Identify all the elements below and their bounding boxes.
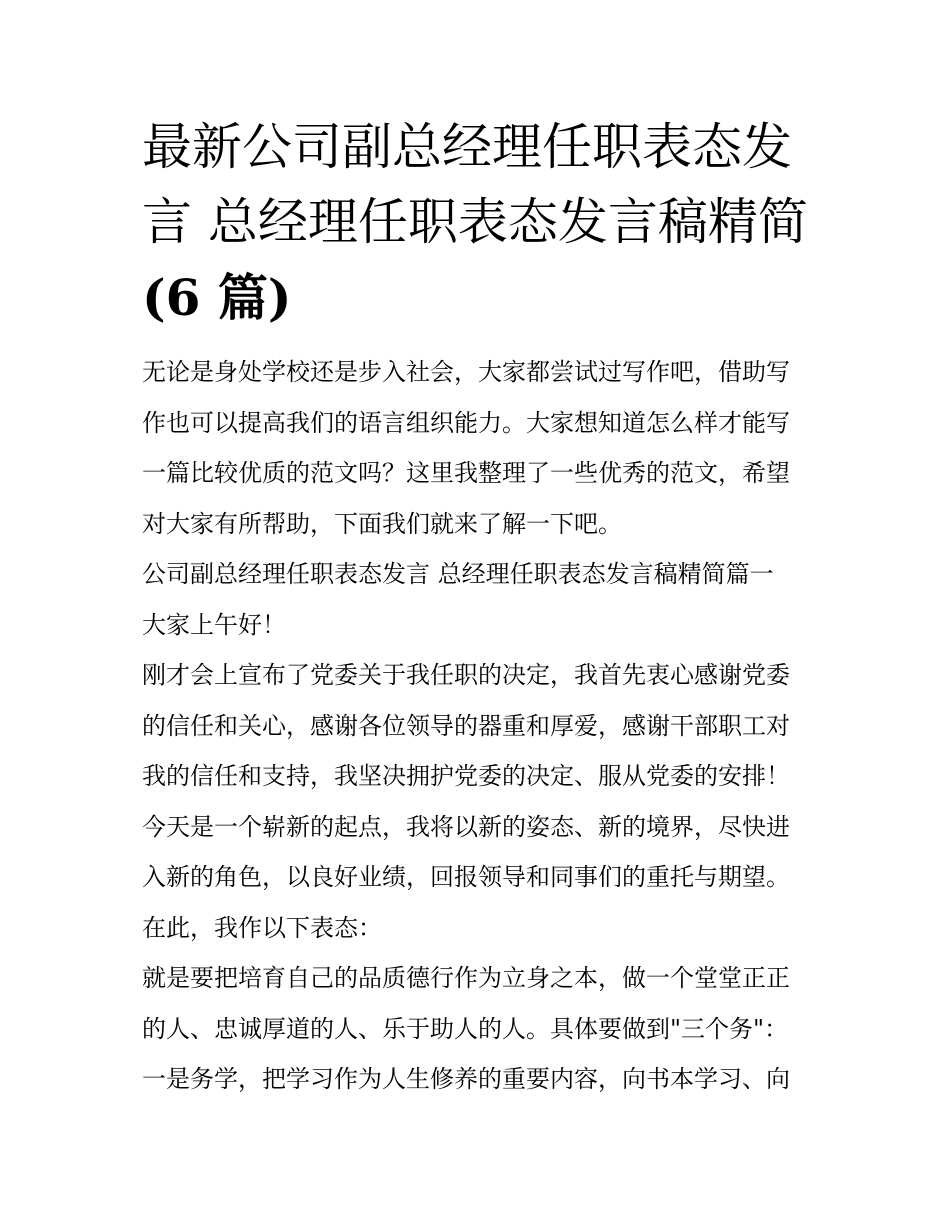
document-title	[142, 110, 818, 335]
body-line: 公司副总经理任职表态发言 总经理任职表态发言稿精简篇一	[142, 560, 774, 588]
body-line: 我的信任和支持，我坚决拥护党委的决定、服从党委的安排！	[142, 762, 790, 790]
body-line: 无论是身处学校还是步入社会，大家都尝试过写作吧，借助写	[142, 358, 790, 386]
body-line: 在此，我作以下表态：	[142, 913, 382, 942]
title-line: 言 总经理任职表态发言稿精简	[142, 193, 808, 251]
body-line: 就是要把培育自己的品质德行作为立身之本，做一个堂堂正正	[142, 964, 790, 992]
body-line: 今天是一个崭新的起点，我将以新的姿态、新的境界，尽快进	[142, 812, 790, 841]
title-line: (6 篇)	[142, 268, 292, 327]
document-body	[142, 347, 818, 1105]
body-line: 的人、忠诚厚道的人、乐于助人的人。具体要做到"三个务"：	[142, 1014, 789, 1043]
body-line: 大家上午好！	[142, 610, 286, 639]
body-line: 的信任和关心，感谢各位领导的器重和厚爱，感谢干部职工对	[142, 711, 790, 740]
document-page	[142, 110, 818, 1105]
body-line: 一是务学，把学习作为人生修养的重要内容，向书本学习、向	[142, 1065, 790, 1093]
body-line: 入新的角色，以良好业绩，回报领导和同事们的重托与期望。	[142, 863, 790, 891]
title-line: 最新公司副总经理任职表态发	[142, 118, 792, 176]
body-line: 刚才会上宣布了党委关于我任职的决定，我首先衷心感谢党委	[142, 661, 790, 689]
body-line: 一篇比较优质的范文吗？这里我整理了一些优秀的范文，希望	[142, 459, 790, 487]
body-line: 作也可以提高我们的语言组织能力。大家想知道怎么样才能写	[142, 408, 790, 437]
body-line: 对大家有所帮助，下面我们就来了解一下吧。	[142, 509, 622, 538]
